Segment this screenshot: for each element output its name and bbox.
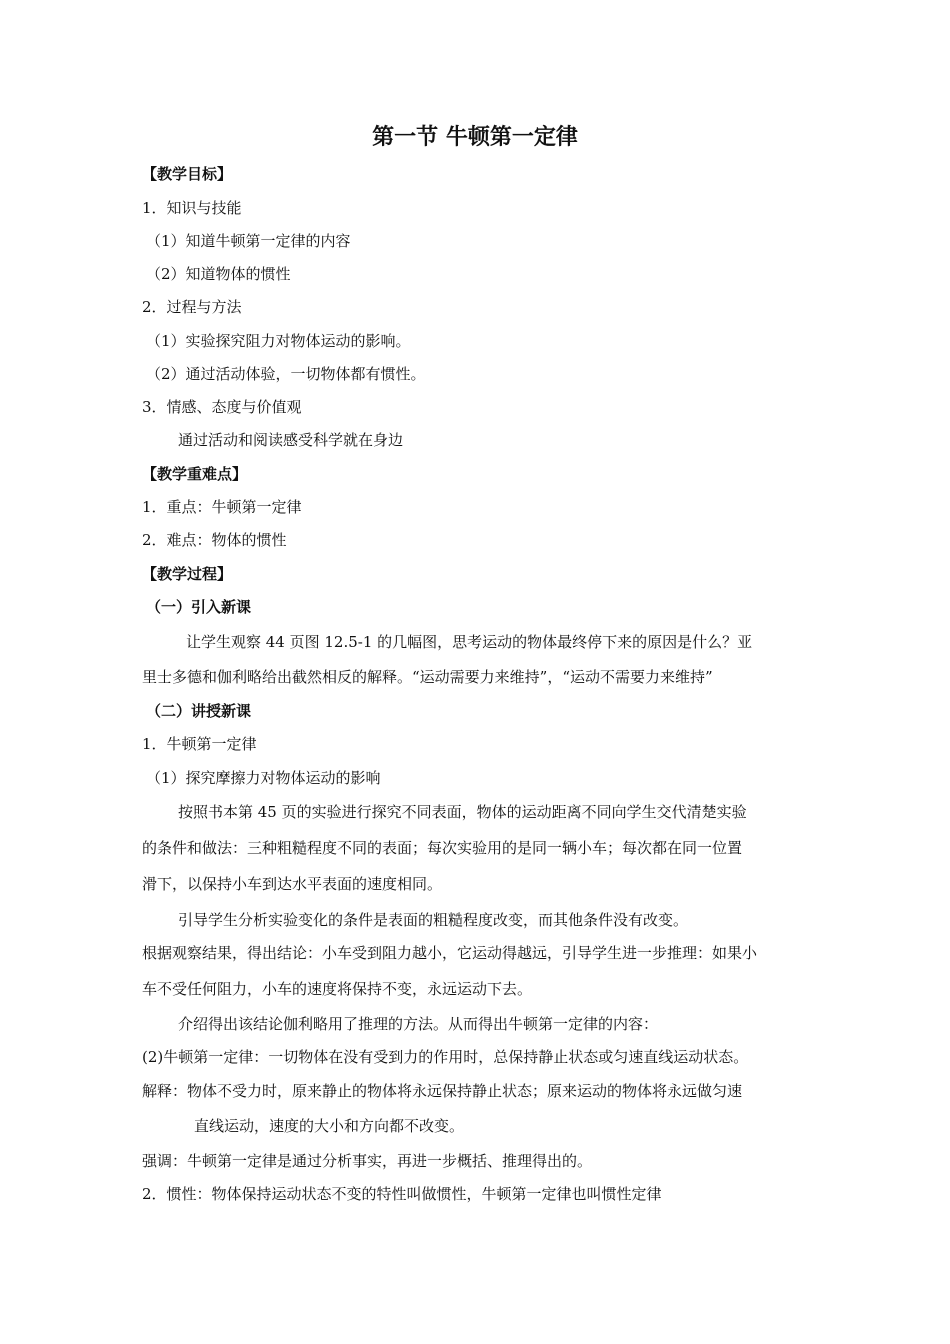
explanation-line: 直线运动，速度的大小和方向都不改变。 — [194, 1117, 465, 1135]
text-line: （1）探究摩擦力对物体运动的影响 — [146, 769, 381, 787]
paragraph-line: 滑下，以保持小车到达水平表面的速度相同。 — [142, 875, 443, 893]
text-line: 2．过程与方法 — [142, 298, 242, 316]
text-line: （2）知道物体的惯性 — [146, 265, 291, 283]
subheading-new-lesson: （二）讲授新课 — [146, 702, 252, 720]
subheading-intro: （一）引入新课 — [146, 598, 252, 616]
page-title: 第一节 牛顿第一定律 — [372, 125, 578, 150]
heading-key-points: 【教学重难点】 — [142, 465, 248, 483]
paragraph-line: 让学生观察 44 页图 12.5-1 的几幅图，思考运动的物体最终停下来的原因是什么？亚 — [186, 633, 753, 651]
text-line: 1．重点：牛顿第一定律 — [142, 498, 302, 516]
heading-teaching-goals: 【教学目标】 — [142, 165, 233, 183]
paragraph-line: 介绍得出该结论伽利略用了推理的方法。从而得出牛顿第一定律的内容： — [178, 1015, 659, 1033]
paragraph-line: 里士多德和伽利略给出截然相反的解释。“运动需要力来维持”，“运动不需要力来维持” — [142, 668, 713, 686]
paragraph-line: 的条件和做法：三种粗糙程度不同的表面；每次实验用的是同一辆小车；每次都在同一位置 — [142, 839, 743, 857]
emphasis-line: 强调：牛顿第一定律是通过分析事实，再进一步概括、推理得出的。 — [142, 1152, 593, 1170]
paragraph-line: 引导学生分析实验变化的条件是表面的粗糙程度改变，而其他条件没有改变。 — [178, 911, 689, 929]
law-statement: (2)牛顿第一定律：一切物体在没有受到力的作用时，总保持静止状态或匀速直线运动状态。 — [142, 1048, 749, 1066]
explanation-line: 解释：物体不受力时，原来静止的物体将永远保持静止状态；原来运动的物体将永远做匀速 — [142, 1082, 743, 1100]
text-line: 1．知识与技能 — [142, 199, 242, 217]
text-line: 2．难点：物体的惯性 — [142, 531, 287, 549]
text-line: 3．情感、态度与价值观 — [142, 398, 302, 416]
inertia-definition: 2．惯性：物体保持运动状态不变的特性叫做惯性，牛顿第一定律也叫惯性定律 — [142, 1185, 662, 1203]
text-line: 1．牛顿第一定律 — [142, 735, 257, 753]
text-line: （1）实验探究阻力对物体运动的影响。 — [146, 332, 411, 350]
text-line: （2）通过活动体验，一切物体都有惯性。 — [146, 365, 426, 383]
paragraph-line: 根据观察结果，得出结论：小车受到阻力越小，它运动得越远，引导学生进一步推理：如果小 — [142, 944, 758, 962]
text-line: 通过活动和阅读感受科学就在身边 — [178, 431, 404, 449]
paragraph-line: 按照书本第 45 页的实验进行探究不同表面，物体的运动距离不同向学生交代清楚实验 — [178, 803, 747, 821]
paragraph-line: 车不受任何阻力，小车的速度将保持不变，永远运动下去。 — [142, 980, 533, 998]
heading-teaching-process: 【教学过程】 — [142, 565, 233, 583]
text-line: （1）知道牛顿第一定律的内容 — [146, 232, 351, 250]
